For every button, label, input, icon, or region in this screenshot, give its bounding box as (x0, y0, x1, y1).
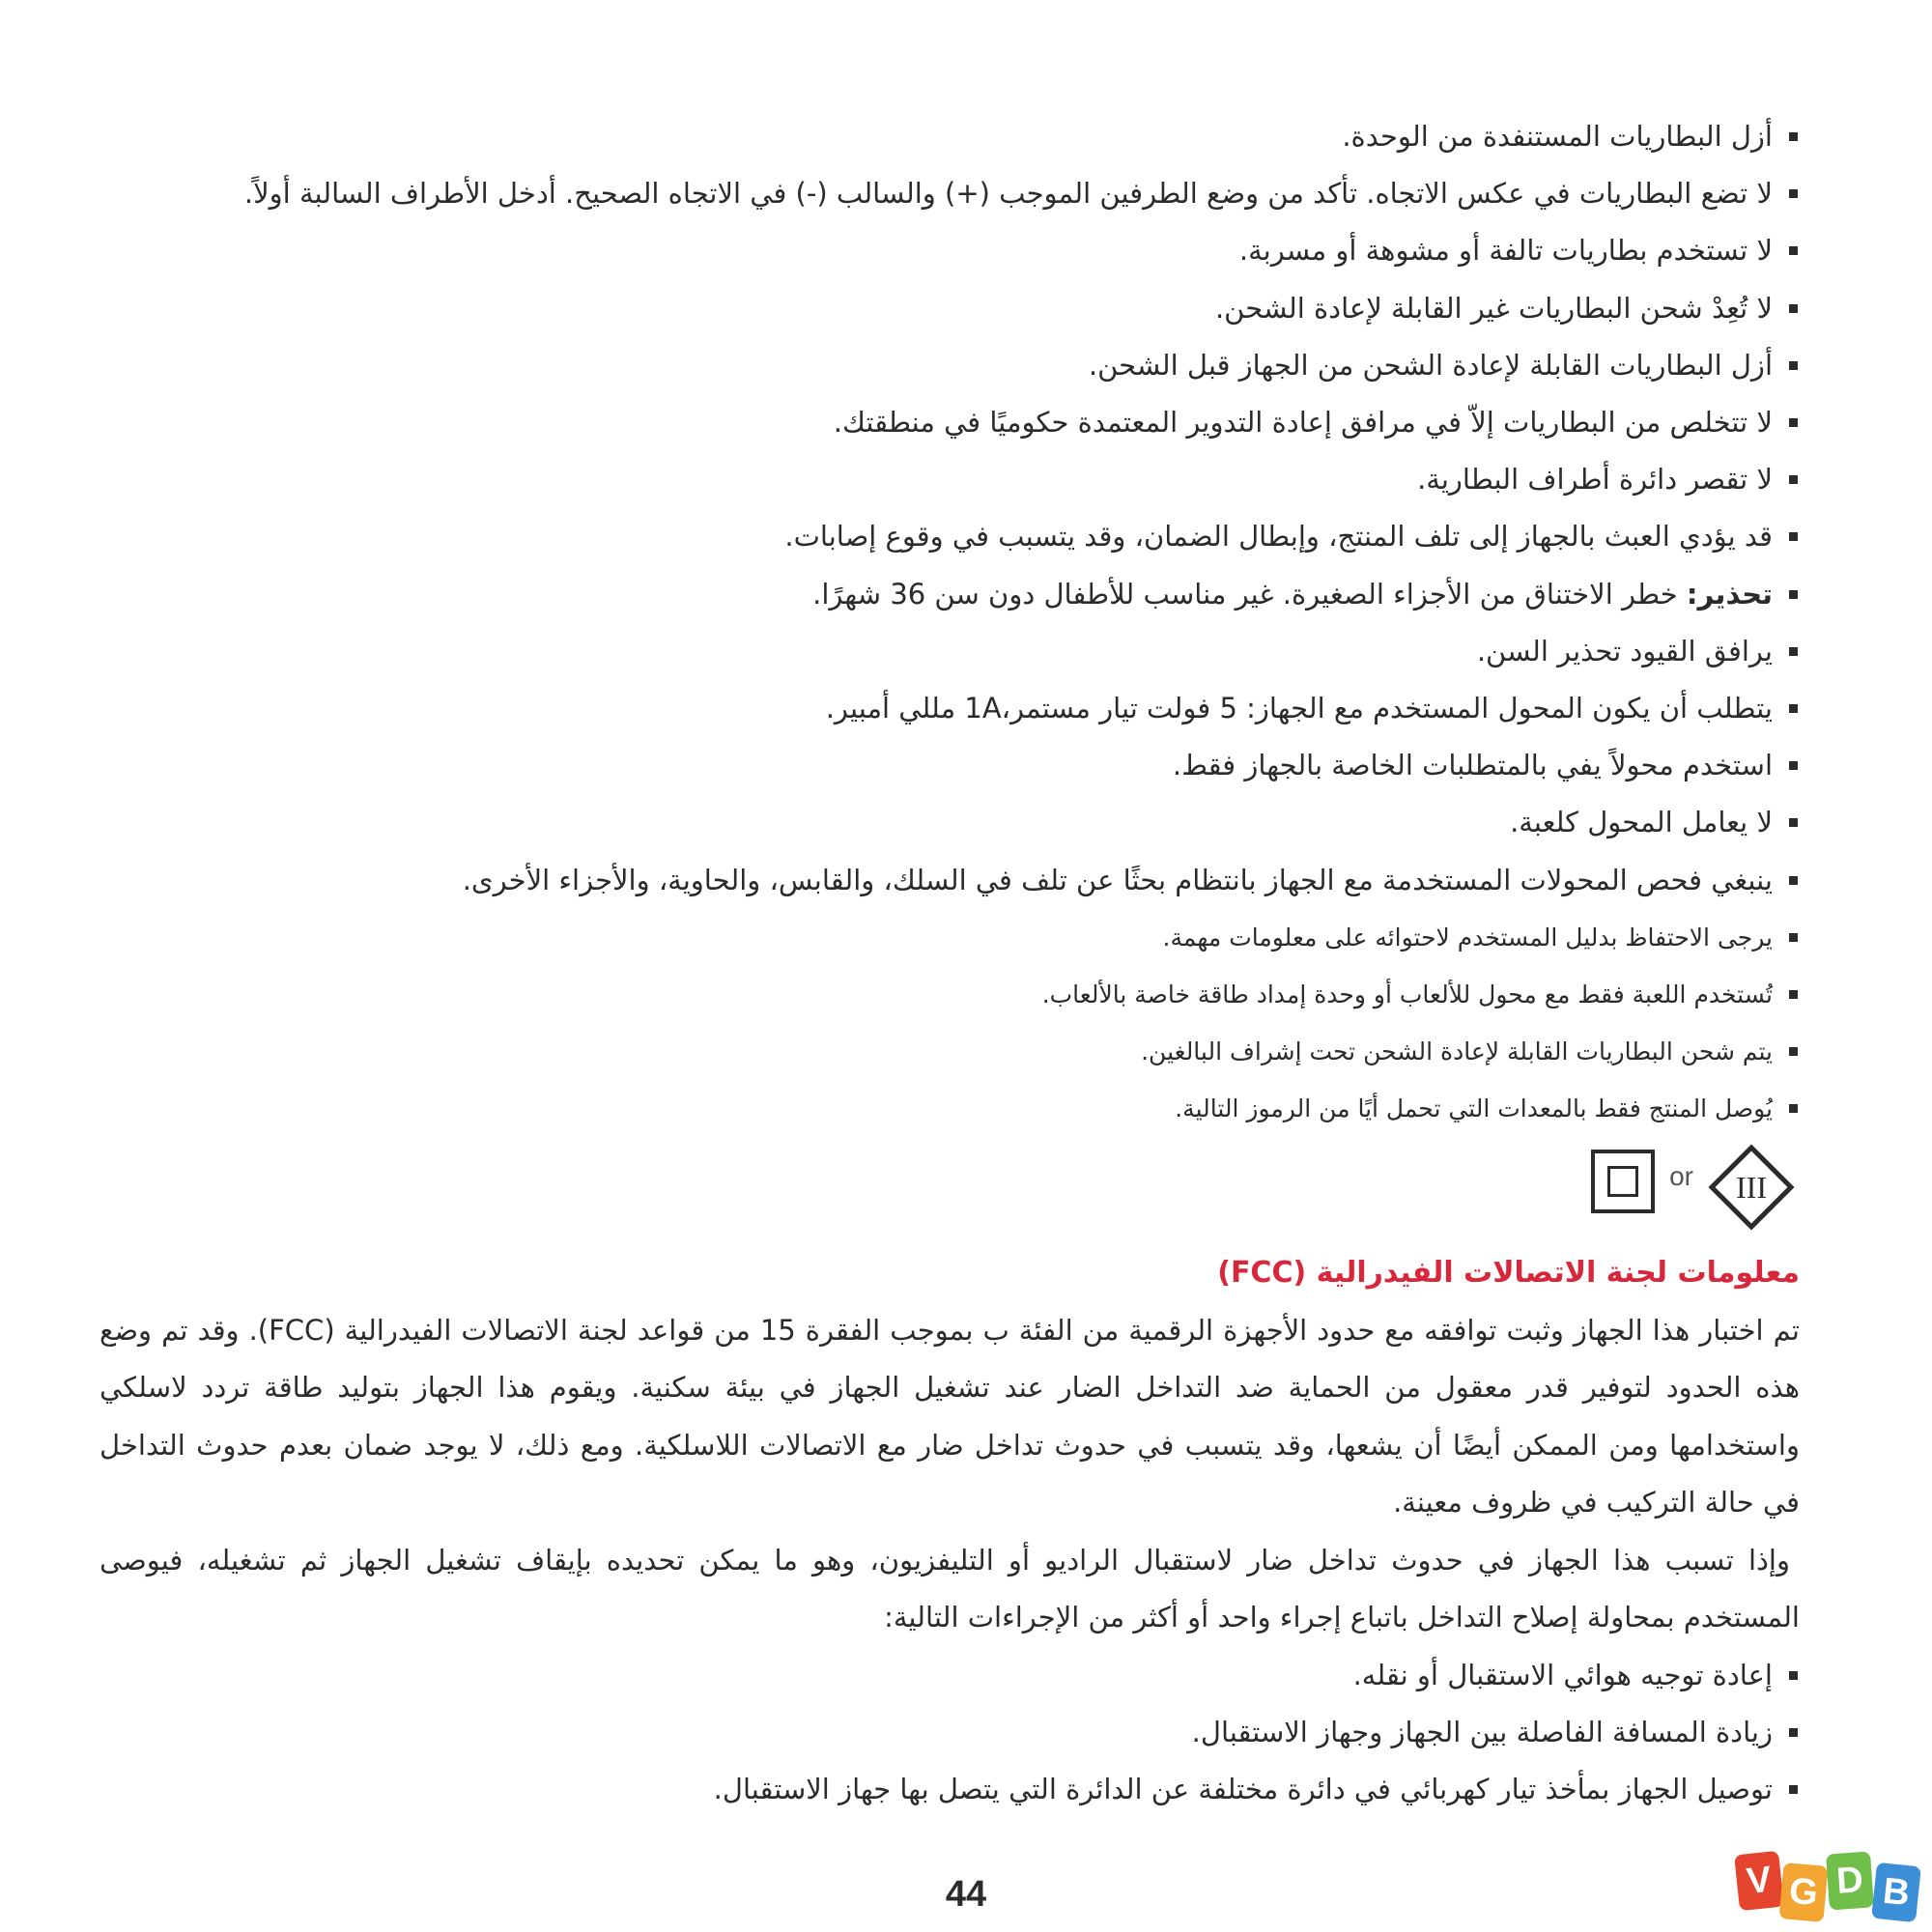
bullet-item (99, 909, 1800, 966)
bullet-text: لا تتخلص من البطاريات إلاّ في مرافق إعادة التدوير المعتمدة حكوميًا في منطقتك. (833, 406, 1773, 440)
fcc-bullet-item (99, 1704, 1800, 1761)
bullet-text: خطر الاختناق من الأجزاء الصغيرة. غير مناسب للأطفال دون سن 36 شهرًا. (812, 577, 1687, 611)
bullet-item (99, 108, 1800, 165)
fcc-paragraph-2: وإذا تسبب هذا الجهاز في حدوث تداخل ضار لاستقبال الراديو أو التليفزيون، وهو ما يمكن تحديده بإيقاف تشغيل الجهاز ثم تشغيله، فيوصى المستخدم بمحاولة إصلاح التداخل باتباع إجراء واحد أو أكثر من الإجراءات التالية: (99, 1543, 1800, 1634)
bullet-text: لا تقصر دائرة أطراف البطارية. (1417, 463, 1773, 497)
page-content (99, 108, 1800, 1818)
logo-tile-d: D (1826, 1851, 1874, 1910)
bullet-text: توصيل الجهاز بمأخذ تيار كهربائي في دائرة مختلفة عن الدائرة التي يتصل بها جهاز الاستقبال. (713, 1773, 1773, 1806)
bullet-item (99, 222, 1800, 279)
fcc-bullet-item (99, 1647, 1800, 1704)
warning-bullet (99, 566, 1800, 623)
bullet-text: لا تستخدم بطاريات تالفة أو مشوهة أو مسربة. (1238, 234, 1773, 268)
fcc-bullet-item (99, 1761, 1800, 1818)
bullet-item (99, 680, 1800, 737)
bullet-text: يرافق القيود تحذير السن. (1476, 634, 1773, 668)
bullet-text: إعادة توجيه هوائي الاستقبال أو نقله. (1352, 1658, 1773, 1691)
fcc-section-title: معلومات لجنة الاتصالات الفيدرالية (FCC) (1217, 1255, 1800, 1290)
bullet-item (99, 280, 1800, 337)
bullet-text: زيادة المسافة الفاصلة بين الجهاز وجهاز الاستقبال. (1191, 1715, 1773, 1748)
fcc-paragraph-1: تم اختبار هذا الجهاز وثبت توافقه مع حدود الأجهزة الرقمية من الفئة ب بموجب الفقرة 15 من قواعد لجنة الاتصالات الفيدرالية (FCC). وقد تم وضع هذه الحدود لتوفير قدر معقول من الحماية ضد التداخل الضار عند تشغيل الجهاز في بيئة سكنية. ويقوم هذا الجهاز بتوليد طاقة تردد لاسلكي واستخدامها ومن الممكن أيضًا أن يشعها، وقد يتسبب في حدوث تداخل ضار مع الاتصالات اللاسلكية. ومع ذلك، لا يوجد ضمان بعدم حدوث التداخل في حالة التركيب في ظروف معينة. (99, 1313, 1800, 1520)
bullet-text: استخدم محولاً يفي بالمتطلبات الخاصة بالجهاز فقط. (1172, 749, 1773, 782)
bullet-text: أزل البطاريات المستنفدة من الوحدة. (1342, 120, 1773, 153)
bullet-item (99, 966, 1800, 1023)
bullet-text: يرجى الاحتفاظ بدليل المستخدم لاحتوائه على معلومات مهمة. (1162, 923, 1773, 952)
logo-tile-v: V (1734, 1851, 1784, 1911)
bullet-item (99, 337, 1800, 394)
bullet-text: يُوصل المنتج فقط بالمعدات التي تحمل أيًا من الرموز التالية. (1175, 1094, 1773, 1123)
bullet-item (99, 1023, 1800, 1080)
bullet-text: لا تُعِدْ شحن البطاريات غير القابلة لإعادة الشحن. (1214, 291, 1773, 325)
bullet-text: تُستخدم اللعبة فقط مع محول للألعاب أو وحدة إمداد طاقة خاصة بالألعاب. (1041, 980, 1773, 1009)
bullet-item (99, 794, 1800, 851)
diamond-iii-icon (1708, 1144, 1795, 1231)
safety-bullet-list (99, 108, 1800, 1138)
class3-text: III (1736, 1169, 1767, 1205)
bullet-text: أزل البطاريات القابلة لإعادة الشحن من الجهاز قبل الشحن. (1088, 348, 1773, 382)
bullet-item (99, 394, 1800, 451)
bullet-text: يتطلب أن يكون المحول المستخدم مع الجهاز: 5 فولت تيار مستمر،1A مللي أمبير. (825, 692, 1773, 725)
equipment-symbols (99, 1138, 1800, 1235)
bullet-text: يتم شحن البطاريات القابلة لإعادة الشحن تحت إشراف البالغين. (1141, 1037, 1773, 1066)
bullet-item (99, 623, 1800, 680)
double-square-icon (1591, 1150, 1655, 1213)
fcc-bullet-list (99, 1647, 1800, 1819)
warning-label: تحذير: (1686, 577, 1773, 611)
bullet-item (99, 737, 1800, 794)
logo-tile-b: B (1871, 1862, 1921, 1922)
vgdb-logo (1737, 1853, 1930, 1924)
bullet-item (99, 508, 1800, 565)
bullet-item (99, 451, 1800, 508)
bullet-item (99, 165, 1800, 222)
bullet-text: لا يعامل المحول كلعبة. (1510, 806, 1773, 839)
bullet-text: قد يؤدي العبث بالجهاز إلى تلف المنتج، وإبطال الضمان، وقد يتسبب في وقوع إصابات. (784, 520, 1773, 554)
logo-tile-g: G (1779, 1862, 1829, 1922)
bullet-item (99, 852, 1800, 909)
page-number: 44 (945, 1874, 987, 1915)
bullet-text: لا تضع البطاريات في عكس الاتجاه. تأكد من وضع الطرفين الموجب (+) والسالب (-) في الاتجاه الصحيح. أدخل الأطراف السالبة أولاً. (243, 177, 1773, 211)
bullet-item (99, 1080, 1800, 1137)
symbol-or-text: or (1669, 1160, 1693, 1191)
double-square-inner (1607, 1166, 1638, 1197)
fcc-paragraphs (99, 1302, 1800, 1647)
bullet-text: ينبغي فحص المحولات المستخدمة مع الجهاز بانتظام بحثًا عن تلف في السلك، والقابس، والحاوية، والأجزاء الأخرى. (462, 863, 1773, 896)
